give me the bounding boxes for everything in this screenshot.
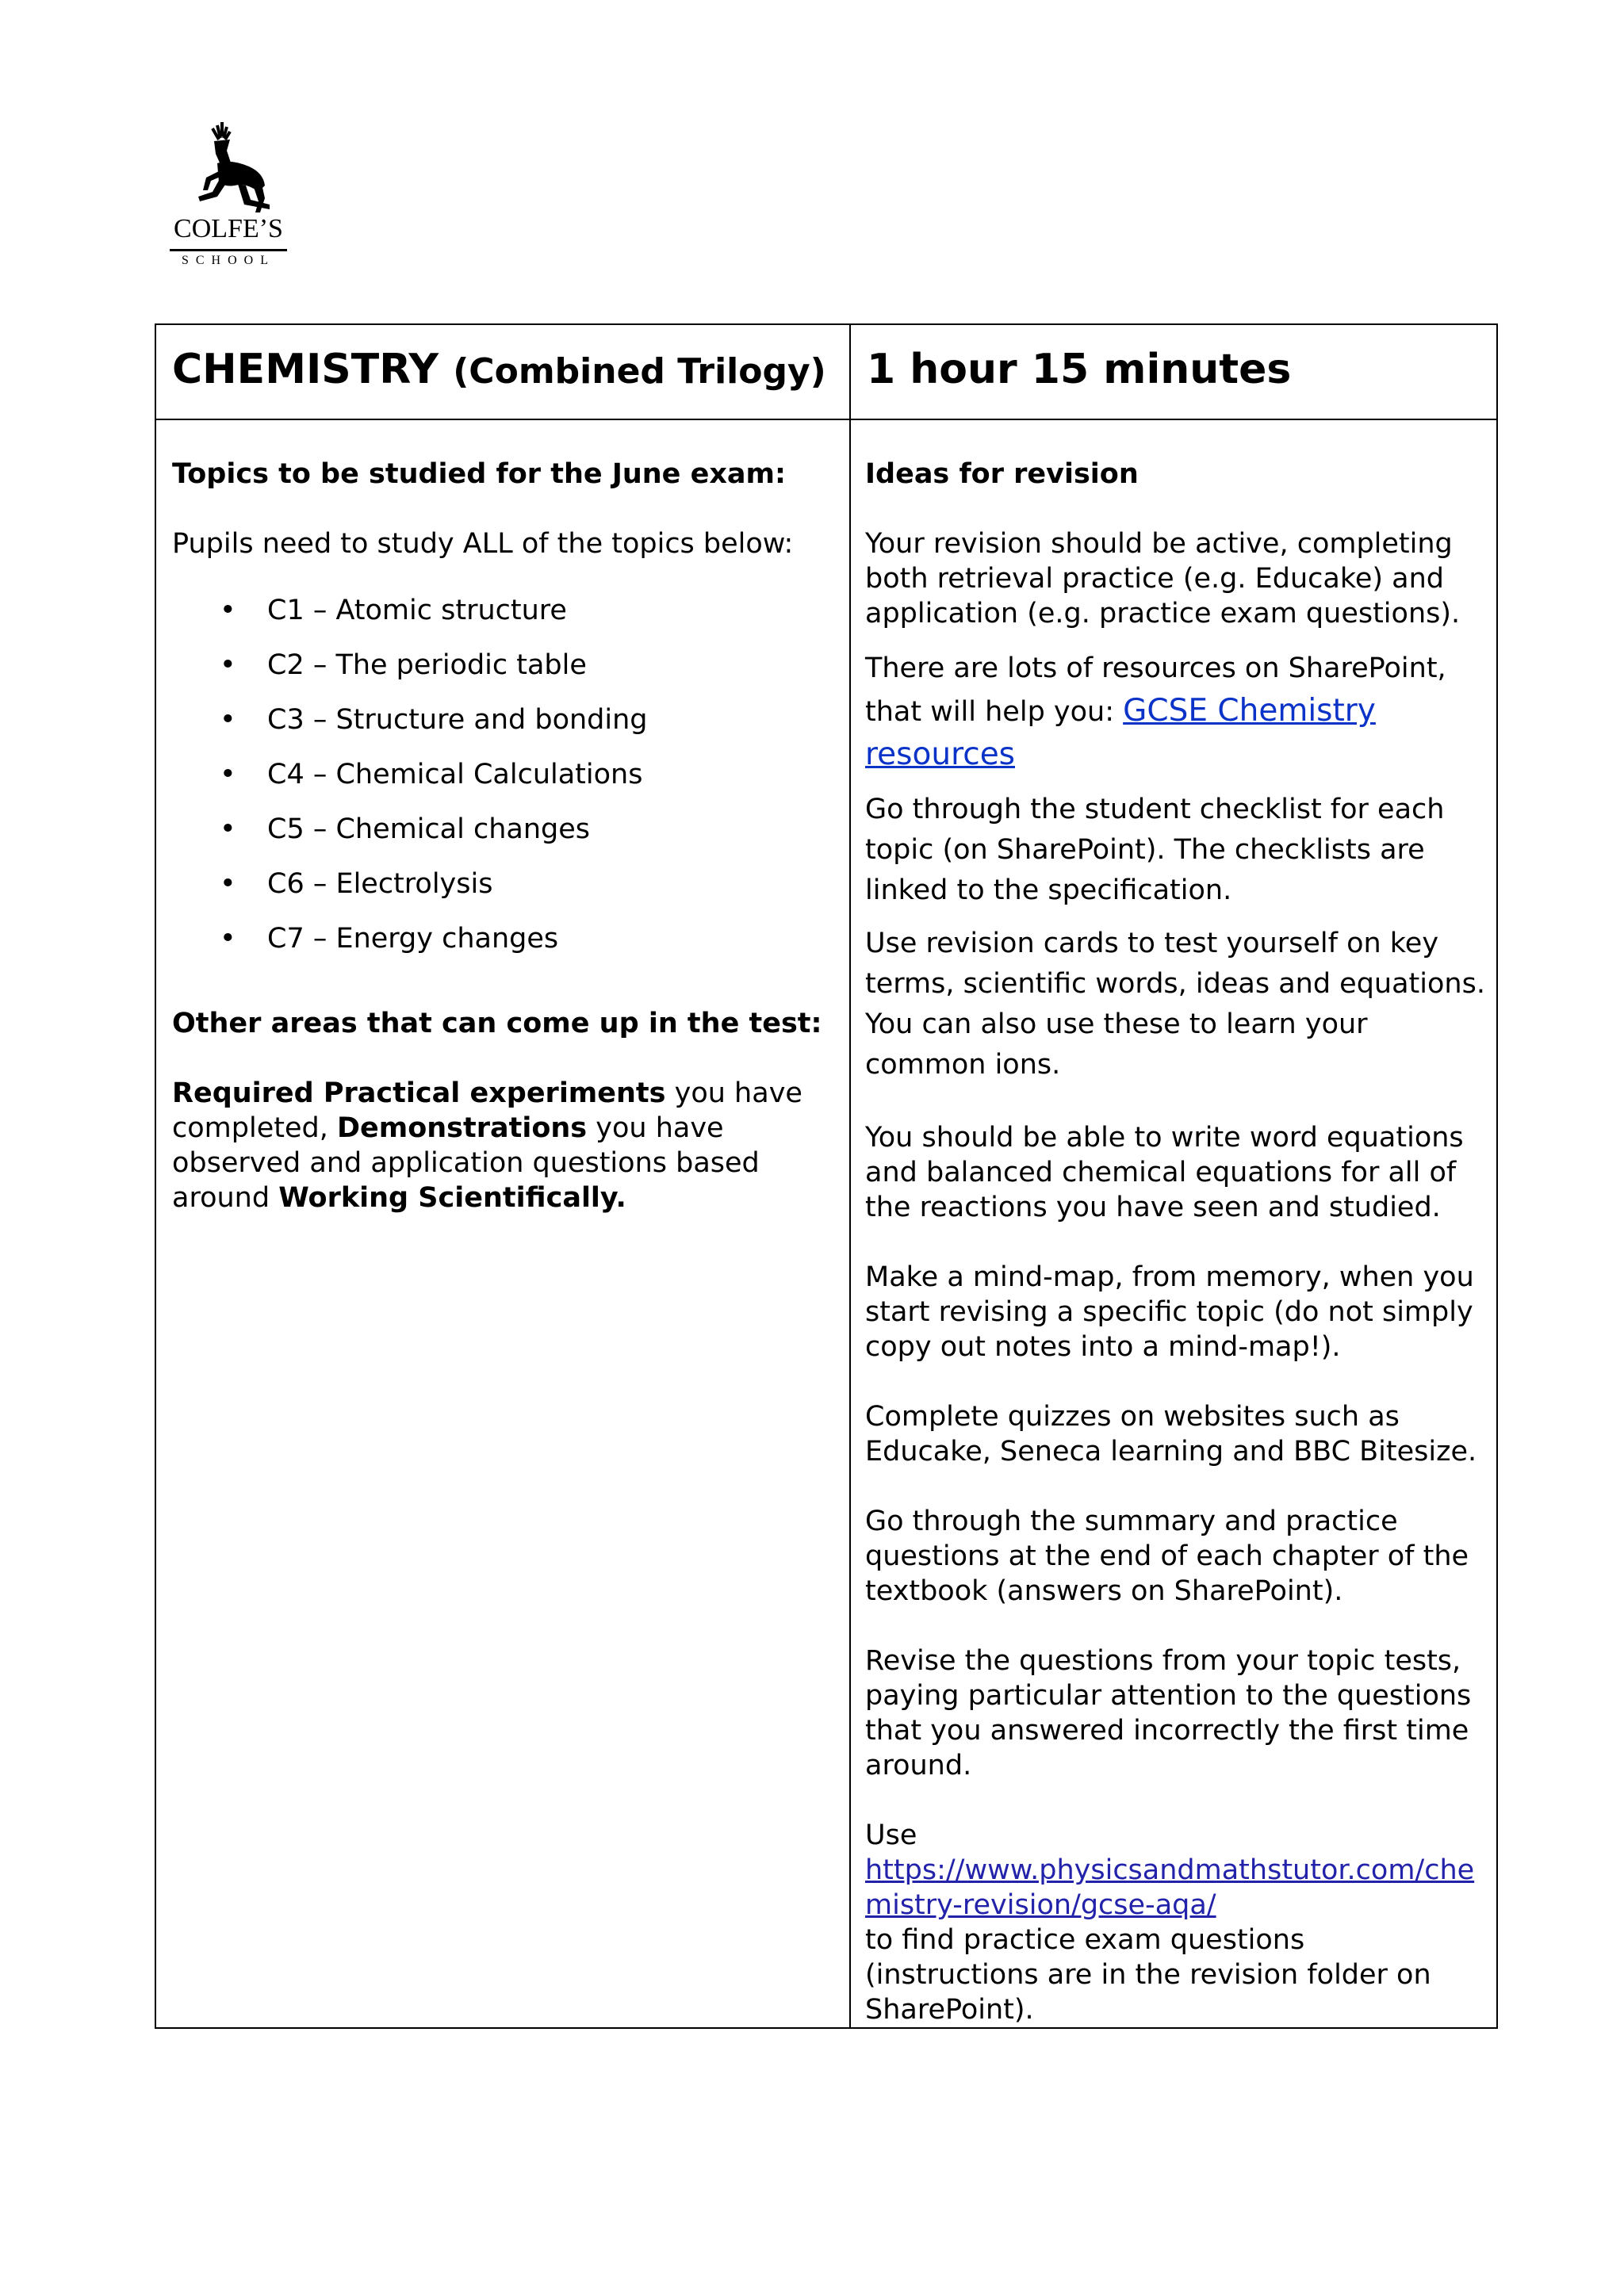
- leaping-stag-icon: [182, 119, 274, 214]
- revision-tip: to find practice exam questions (instructions are in the revision folder on SharePoint).: [865, 1924, 1431, 2026]
- subject-detail: (Combined Trilogy): [453, 351, 826, 392]
- logo-rule: [170, 249, 287, 251]
- topic-list: [172, 593, 833, 976]
- bullet-icon: •: [220, 649, 236, 681]
- subject-title: [156, 325, 849, 393]
- revision-heading: Ideas for revision: [865, 458, 1139, 490]
- revision-tip: There are lots of resources on SharePoint, that will help you: GCSE Chemistry resources: [865, 652, 1446, 772]
- other-areas-text: Required Practical experiments you have completed, Demonstrations you have observed and application questions based around Working Scientifically.: [172, 1077, 802, 1214]
- revision-tip-use: Use: [865, 1820, 917, 1851]
- topic-item: • C2 – The periodic table: [220, 649, 587, 681]
- revision-tip: Use revision cards to test yourself on key terms, scientific words, ideas and equations. You can also use these to learn your common ions.: [865, 928, 1485, 1081]
- topic-item: • C1 – Atomic structure: [220, 595, 567, 626]
- topics-heading: Topics to be studied for the June exam:: [172, 458, 786, 490]
- practice-questions-link-line: [865, 1853, 1485, 1923]
- revision-tip: Go through the student checklist for each topic (on SharePoint). The checklists are linked to the specification.: [865, 794, 1445, 906]
- topic-item: • C7 – Energy changes: [220, 923, 559, 955]
- topic-item: • C5 – Chemical changes: [220, 813, 591, 845]
- revision-tip: You should be able to write word equations and balanced chemical equations for all of the reactions you have seen and studied.: [865, 1122, 1464, 1223]
- revision-table: [155, 323, 1498, 2029]
- topics-cell: [155, 419, 850, 2028]
- revision-tip: Your revision should be active, completing both retrieval practice (e.g. Educake) and application (e.g. practice exam questions).: [865, 528, 1461, 629]
- other-areas-heading: Other areas that can come up in the test:: [172, 1008, 822, 1039]
- bullet-icon: •: [220, 595, 236, 626]
- revision-tip: Go through the summary and practice questions at the end of each chapter of the textbook (answers on SharePoint).: [865, 1506, 1469, 1607]
- subject-name: CHEMISTRY: [172, 346, 439, 393]
- bullet-icon: •: [220, 868, 236, 900]
- logo-name: COLFE’S: [174, 214, 283, 243]
- physicsandmathstutor-link[interactable]: https://www.physicsandmathstutor.com/chemistry-revision/gcse-aqa/: [865, 1854, 1475, 1921]
- exam-duration: 1 hour 15 minutes: [867, 346, 1292, 393]
- topic-item: • C4 – Chemical Calculations: [220, 759, 643, 790]
- header-duration-cell: [850, 324, 1497, 419]
- gcse-resources-link[interactable]: GCSE Chemistry resources: [865, 693, 1376, 772]
- revision-tip: Revise the questions from your topic tests, paying particular attention to the questions that you answered incorrectly the first time around.: [865, 1645, 1472, 1781]
- bullet-icon: •: [220, 759, 236, 790]
- topic-item: • C3 – Structure and bonding: [220, 704, 648, 736]
- topic-item: • C6 – Electrolysis: [220, 868, 493, 900]
- school-logo: [165, 119, 292, 277]
- bullet-icon: •: [220, 704, 236, 736]
- topics-intro: Pupils need to study ALL of the topics below:: [172, 528, 794, 560]
- revision-tip: Make a mind-map, from memory, when you start revising a specific topic (do not simply copy out notes into a mind-map!).: [865, 1261, 1474, 1363]
- header-subject-cell: [155, 324, 850, 419]
- logo-subtitle: SCHOOL: [181, 254, 275, 267]
- bullet-icon: •: [220, 923, 236, 955]
- revision-tip: Complete quizzes on websites such as Educake, Seneca learning and BBC Bitesize.: [865, 1401, 1477, 1468]
- bullet-icon: •: [220, 813, 236, 845]
- revision-ideas-cell: [850, 419, 1497, 2028]
